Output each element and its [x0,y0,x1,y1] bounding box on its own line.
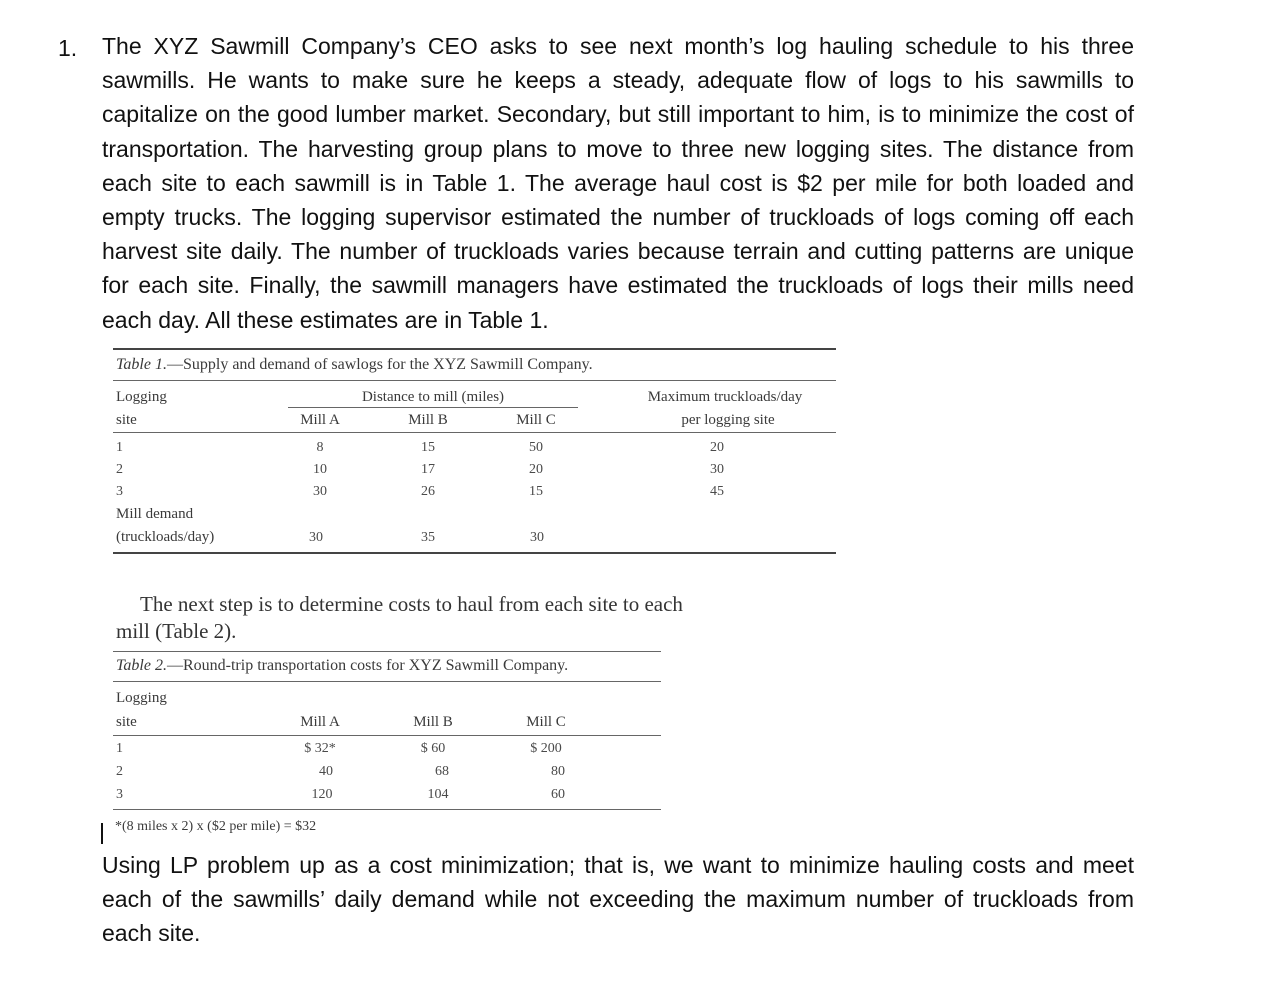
table-2-row-3-mill-c: 60 [551,787,565,802]
table-1-demand-mill-c: 30 [530,530,544,545]
table-1-row-1-max: 20 [710,440,724,455]
table-2-intro-line2: mill (Table 2). [116,619,237,643]
table-1-row-2-mill-c: 20 [529,462,543,477]
table-1-demand-mill-a: 30 [309,530,323,545]
table-2-header-site-line2: site [116,714,137,730]
table-2-caption [116,657,568,675]
table-2-row-2-mill-c: 80 [551,764,565,779]
table-1-row-3-mill-a: 30 [313,484,327,499]
table-1-top-rule [113,348,836,350]
table-2-top-rule [113,651,661,652]
table-2-row-1-mill-b: $ 60 [420,741,446,756]
table-1-header-mill-b: Mill B [408,412,448,428]
table-2-footnote: *(8 miles x 2) x ($2 per mile) = $32 [115,819,317,834]
table-2-bottom-rule [113,809,661,810]
table-1-caption-label: Table 1. [116,356,167,373]
table-1-header-max-line1: Maximum truckloads/day [647,389,803,405]
table-2-header-mill-c: Mill C [526,714,566,730]
table-1-row-1-site: 1 [116,440,123,455]
table-1-row-2-site: 2 [116,462,123,477]
table-1-caption-rule [113,380,836,381]
table-2-row-2-mill-b: 68 [435,764,449,779]
table-1-row-3-mill-c: 15 [529,484,543,499]
table-1-header-mill-a: Mill A [300,412,340,428]
table-1-row-1-mill-b: 15 [421,440,435,455]
table-1-row-3-mill-b: 26 [421,484,435,499]
table-2-row-1-site: 1 [116,741,123,756]
table-1-header-max-line2: per logging site [681,412,775,428]
question-number: 1. [58,35,78,61]
table-2-row-1-mill-c: $ 200 [530,741,562,756]
question-closing-text: Using LP problem up as a cost minimization; that is, we want to minimize hauling costs and meet each of the sawmills’ daily demand while not exceeding the maximum number of truckloads from each site. [102,852,1134,947]
table-1-header-mill-c: Mill C [516,412,556,428]
table-1-bottom-rule [113,552,836,554]
table-2-header-mill-a: Mill A [300,714,340,730]
text-cursor [101,823,103,844]
table-1-caption [116,356,593,374]
table-2-transport-costs [113,651,661,811]
table-1-row-2-max: 30 [710,462,724,477]
table-1-demand-mill-b: 35 [421,530,435,545]
table-1-row-3-site: 3 [116,484,123,499]
table-2-caption-text: —Round-trip transportation costs for XYZ Sawmill Company. [166,657,569,674]
table-1-caption-text: —Supply and demand of sawlogs for the XYZ Sawmill Company. [166,356,593,373]
table-2-caption-rule [113,681,661,682]
table-2-caption-label: Table 2. [116,657,167,674]
table-2-header-mill-b: Mill B [413,714,453,730]
table-1-row-2-mill-a: 10 [313,462,327,477]
table-1-row-2-mill-b: 17 [421,462,435,477]
table-1-row-1-mill-c: 50 [529,440,543,455]
table-1-demand-label-line1: Mill demand [116,506,194,522]
table-1-header-rule [113,432,836,433]
table-1-row-1-mill-a: 8 [316,440,324,455]
table-1-header-distance: Distance to mill (miles) [361,389,505,405]
table-1-demand-label-line2: (truckloads/day) [116,529,215,545]
table-1-supply-demand [113,348,836,556]
table-2-intro-paragraph [116,591,756,645]
table-1-row-3-max: 45 [710,484,724,499]
table-1-distance-rule [288,407,578,408]
table-2-row-2-mill-a: 40 [319,764,333,779]
table-2-header-rule [113,735,661,736]
table-1-header-site-line2: site [116,412,137,428]
table-1-header-site-line1: Logging [116,389,167,405]
table-2-row-3-mill-a: 120 [311,787,333,802]
table-2-row-1-mill-a: $ 32* [304,741,336,756]
table-2-intro-line1: The next step is to determine costs to haul from each site to each [140,592,683,616]
question-intro-text: The XYZ Sawmill Company’s CEO asks to see next month’s log hauling schedule to his three sawmills. He wants to make sure he keeps a steady, adequate flow of logs to his sawmills to capitalize on the good lumber market. Secondary, but still important to him, is to minimize the cost of transportation. The harvesting group plans to move to three new logging sites. The distance from each site to each sawmill is in Table 1. The average haul cost is $2 per mile for both loaded and empty trucks. The logging supervisor estimated the number of truckloads of logs coming off each harvest site daily. The number of truckloads varies because terrain and cutting patterns are unique for each site. Finally, the sawmill managers have estimated the truckloads of logs their mills need each day. All these estimates are in Table 1. [102,33,1134,333]
table-2-row-3-site: 3 [116,787,123,802]
table-2-header-site-line1: Logging [116,690,167,706]
table-2-row-2-site: 2 [116,764,123,779]
table-2-row-3-mill-b: 104 [427,787,449,802]
